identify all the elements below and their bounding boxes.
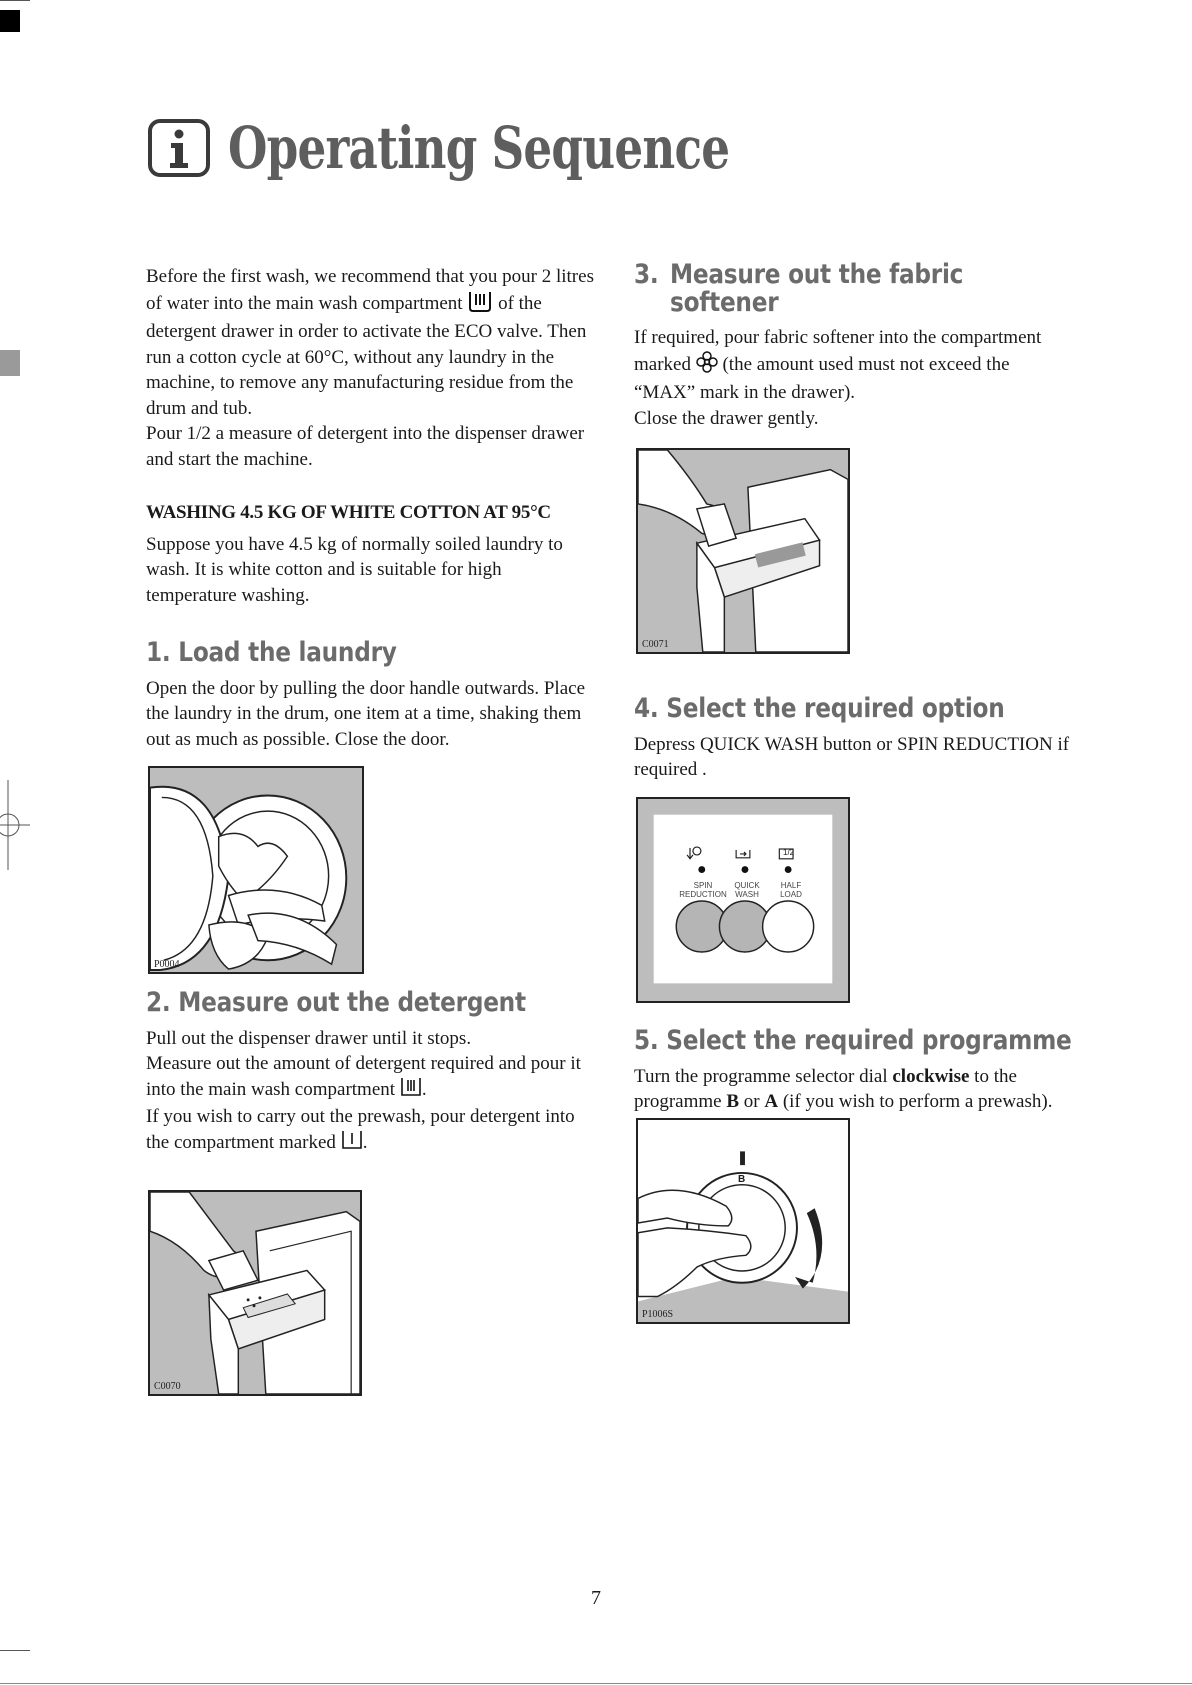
- intro-block: [146, 264, 596, 472]
- step3-text-c: Close the drawer gently.: [634, 407, 819, 429]
- trim-line-top: [0, 0, 30, 1]
- registration-mark-side: [0, 350, 20, 376]
- step2-heading: 2. Measure out the detergent: [146, 987, 526, 1018]
- half-load-symbol: 1/2: [783, 848, 795, 857]
- figure-code-p0004: P0004: [154, 959, 180, 970]
- step3-heading-line1: Measure out the fabric: [670, 259, 964, 290]
- detergent-drawer-illustration: [148, 1190, 362, 1396]
- step2-line2: Measure out the amount of detergent required and pour it into the main wash compartment: [146, 1053, 581, 1100]
- step1-block: [146, 637, 596, 752]
- step5-text-or: or: [743, 1091, 760, 1112]
- fabric-softener-illustration: [636, 448, 850, 654]
- step5-clockwise: clockwise: [892, 1065, 970, 1087]
- washing-block: [146, 500, 596, 608]
- figure-code-p1006s: P1006S: [642, 1309, 674, 1320]
- page-title: [148, 108, 871, 188]
- step5-programme-a: A: [764, 1091, 779, 1112]
- dial-letter-b: B: [738, 1174, 746, 1185]
- trim-line-footer: [0, 1683, 1192, 1684]
- step1-heading: 1. Load the laundry: [146, 637, 397, 668]
- step3-heading-number: 3.: [634, 259, 659, 290]
- step2-block: 2. Measure out the detergent Pull out the dispenser drawer until it stops. Measure out the amount of detergent required and pour it into the main wash compartment . If you wish to carry out the prewash, pour detergent into the compartment marked .: [146, 990, 596, 1157]
- trim-line-bottom: [0, 1650, 30, 1651]
- step5-text-a: Turn the programme selector dial: [634, 1065, 888, 1087]
- step1-text: Open the door by pulling the door handle outwards. Place the laundry in the drum, one item at a time, shaking them out as much as possible. Close the door.: [146, 677, 586, 750]
- step5-text-b: to the programme: [634, 1065, 1017, 1112]
- registration-mark-top: [0, 10, 20, 32]
- main-wash-compartment-icon: [467, 290, 493, 320]
- step3-text-b: (the amount used must not exceed the “MAX” mark in the drawer).: [634, 353, 1010, 403]
- figure-code-c0070: C0070: [154, 1381, 181, 1392]
- prewash-compartment-icon: [341, 1130, 363, 1158]
- load-laundry-illustration: [148, 766, 364, 974]
- figure-code-c0071: C0071: [642, 639, 669, 650]
- washing-heading: WASHING 4.5 KG OF WHITE COTTON AT 95°C: [146, 502, 551, 523]
- step4-heading: 4. Select the required option: [634, 693, 1005, 724]
- page-number: 7: [591, 1587, 601, 1609]
- step3-text-a: If required, pour fabric softener into the compartment marked: [634, 327, 1042, 375]
- intro-text-1b: of the detergent drawer in order to activate the ECO valve. Then run a cotton cycle at 60°C, without any laundry in the machine, to remove any manufacturing residue from the drum and tub.: [146, 292, 587, 419]
- spin-reduction-label: SPIN REDUCTION: [679, 881, 727, 899]
- step2-line3: If you wish to carry out the prewash, pour detergent into the compartment marked: [146, 1106, 575, 1153]
- half-load-label: HALF LOAD: [780, 881, 802, 899]
- quick-wash-label: QUICK WASH: [734, 881, 760, 899]
- crosshair-mark: [0, 780, 30, 870]
- step3-block: [634, 259, 1074, 431]
- step3-heading-line2: softener: [670, 286, 779, 318]
- option-buttons-illustration: [636, 797, 850, 1003]
- step5-block: [634, 1025, 1104, 1115]
- intro-text-2: Pour 1/2 a measure of detergent into the dispenser drawer and start the machine.: [146, 423, 585, 470]
- programme-dial-illustration: [636, 1118, 850, 1324]
- step4-text: Depress QUICK WASH button or SPIN REDUCTION if required .: [634, 733, 1070, 780]
- intro-text-1: Before the first wash, we recommend that you pour 2 litres of water into the main wash compartment: [146, 266, 594, 314]
- fabric-softener-flower-icon: [696, 351, 718, 381]
- step5-heading: 5. Select the required programme: [634, 1025, 1072, 1056]
- step2-line1: Pull out the dispenser drawer until it stops.: [146, 1027, 472, 1049]
- step4-block: [634, 693, 1084, 783]
- title-text: Operating Sequence: [228, 114, 730, 182]
- step5-text-c: (if you wish to perform a prewash).: [782, 1091, 1053, 1112]
- step5-programme-b: B: [726, 1091, 740, 1112]
- main-wash-compartment-icon: [400, 1077, 422, 1105]
- washing-text: Suppose you have 4.5 kg of normally soiled laundry to wash. It is white cotton and is suitable for high temperature washing.: [146, 533, 563, 606]
- info-icon: [148, 119, 210, 177]
